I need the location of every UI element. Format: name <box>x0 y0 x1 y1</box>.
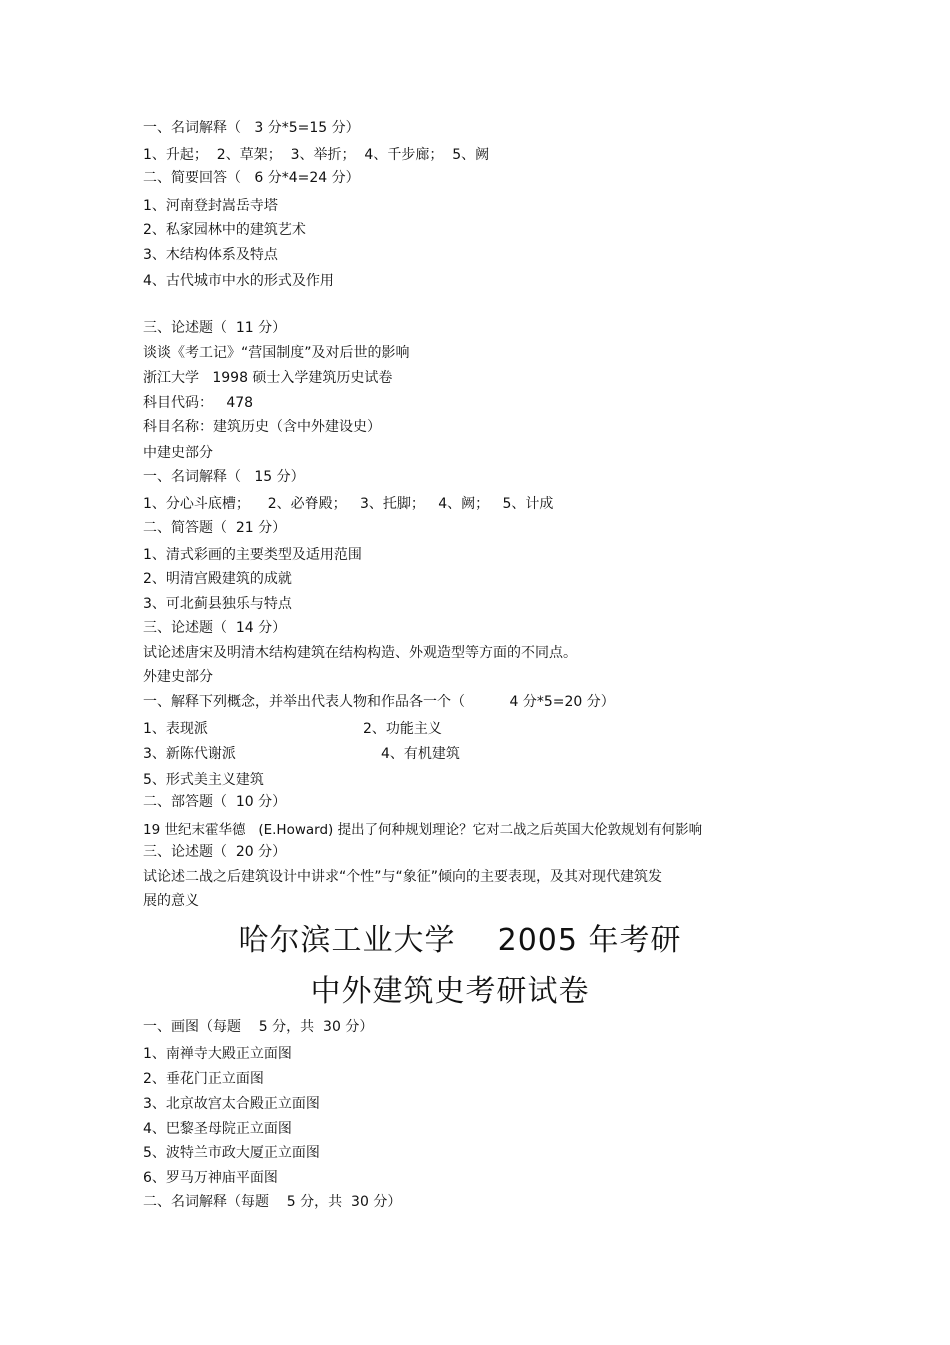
question-items: 1、升起； 2、草架； 3、举折； 4、千步廊； 5、阙 <box>143 147 490 163</box>
exam-title: 浙江大学 1998 硕士入学建筑历史试卷 <box>143 370 393 386</box>
question-item: 1、表现派 <box>143 721 208 737</box>
section-heading: 二、名词解释（每题 5 分，共 30 分） <box>143 1194 402 1210</box>
subject-code: 科目代码： 478 <box>143 395 254 411</box>
subject-name: 科目名称：建筑历史（含中外建设史） <box>143 419 381 435</box>
question-text: 19 世纪末霍华德 (E.Howard) 提出了何种规划理论？它对二战之后英国大伦敦规划有何影响 <box>143 822 703 838</box>
question-item: 4、巴黎圣母院正立面图 <box>143 1121 292 1137</box>
exam-big-subtitle: 中外建筑史考研试卷 <box>310 974 590 1009</box>
question-text: 谈谈《考工记》“营国制度”及对后世的影响 <box>143 345 410 361</box>
question-item: 1、河南登封嵩岳寺塔 <box>143 198 278 214</box>
part-title: 外建史部分 <box>143 669 213 685</box>
question-items: 1、分心斗底槽； 2、必脊殿； 3、托脚； 4、阙； 5、计成 <box>143 496 554 512</box>
question-item: 5、波特兰市政大厦正立面图 <box>143 1145 320 1161</box>
question-item: 2、明清宫殿建筑的成就 <box>143 571 292 587</box>
section-heading: 二、简要回答（ 6 分*4=24 分） <box>143 170 360 186</box>
question-item: 4、古代城市中水的形式及作用 <box>143 273 334 289</box>
section-heading: 二、部答题（ 10 分） <box>143 794 287 810</box>
question-item: 1、南禅寺大殿正立面图 <box>143 1046 292 1062</box>
section-heading: 一、解释下列概念，并举出代表人物和作品各一个（ 4 分*5=20 分） <box>143 694 615 710</box>
question-text: 展的意义 <box>143 893 199 909</box>
exam-big-title: 哈尔滨工业大学 2005 年考研 <box>238 923 682 958</box>
section-heading: 一、名词解释（ 15 分） <box>143 469 305 485</box>
question-text: 试论述唐宋及明清木结构建筑在结构构造、外观造型等方面的不同点。 <box>143 645 577 661</box>
section-heading: 三、论述题（ 11 分） <box>143 320 287 336</box>
section-heading: 一、画图（每题 5 分，共 30 分） <box>143 1019 374 1035</box>
section-heading: 三、论述题（ 20 分） <box>143 844 287 860</box>
section-heading: 一、名词解释（ 3 分*5=15 分） <box>143 120 360 136</box>
question-item: 5、形式美主义建筑 <box>143 772 264 788</box>
part-title: 中建史部分 <box>143 445 213 461</box>
section-heading: 三、论述题（ 14 分） <box>143 620 287 636</box>
question-item: 3、新陈代谢派 <box>143 746 236 762</box>
question-item: 2、私家园林中的建筑艺术 <box>143 222 306 238</box>
question-item: 3、木结构体系及特点 <box>143 247 278 263</box>
question-item: 2、功能主义 <box>363 721 442 737</box>
question-item: 3、可北蓟县独乐与特点 <box>143 596 292 612</box>
question-item: 6、罗马万神庙平面图 <box>143 1170 278 1186</box>
section-heading: 二、简答题（ 21 分） <box>143 520 287 536</box>
question-item: 1、清式彩画的主要类型及适用范围 <box>143 547 362 563</box>
question-item: 4、有机建筑 <box>381 746 460 762</box>
question-text: 试论述二战之后建筑设计中讲求“个性”与“象征”倾向的主要表现，及其对现代建筑发 <box>143 869 663 885</box>
question-item: 2、垂花门正立面图 <box>143 1071 264 1087</box>
question-item: 3、北京故宫太合殿正立面图 <box>143 1096 320 1112</box>
